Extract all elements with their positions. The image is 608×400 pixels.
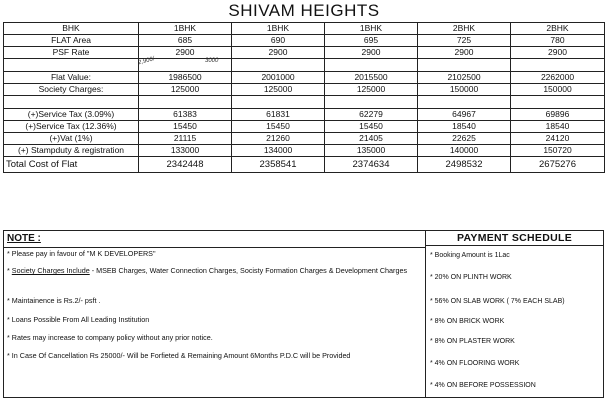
table-cell: 134000 <box>232 145 325 157</box>
table-cell: 21405 <box>325 133 418 145</box>
table-cell: 2001000 <box>232 72 325 84</box>
note-item: * Rates may increase to company policy without any prior notice. <box>7 333 213 342</box>
payment-item: * 8% ON PLASTER WORK <box>430 338 515 345</box>
handwritten-note: 3000 <box>205 58 219 64</box>
table-cell: 61831 <box>232 109 325 121</box>
header-cell: 1BHK <box>139 23 232 35</box>
table-cell: 2015500 <box>325 72 418 84</box>
table-cell: 2102500 <box>418 72 511 84</box>
table-row <box>4 121 605 133</box>
page-title: SHIVAM HEIGHTS <box>228 1 380 20</box>
table-cell: 62279 <box>325 109 418 121</box>
table-cell: 61383 <box>139 109 232 121</box>
table-cell: 150000 <box>511 84 605 96</box>
spacer-row <box>4 96 605 109</box>
table-cell: 2900 <box>232 47 325 59</box>
table-cell: 18540 <box>511 121 605 133</box>
note-text: - MSEB Charges, Water Connection Charges, Socisty Formation Charges & Development Charges <box>89 266 408 275</box>
table-cell: 2374634 <box>325 157 418 173</box>
table-row <box>4 72 605 84</box>
table-cell: 725 <box>418 35 511 47</box>
row-label: Total Cost of Flat <box>4 157 139 173</box>
row-label: (+)Vat (1%) <box>4 133 139 145</box>
table-cell: 125000 <box>325 84 418 96</box>
note-item: * Please pay in favour of "M K DEVELOPERS" <box>7 249 156 258</box>
header-cell: 2BHK <box>418 23 511 35</box>
table-row <box>4 84 605 96</box>
table-cell: 150720 <box>511 145 605 157</box>
table-cell: 150000 <box>418 84 511 96</box>
table-cell: 15450 <box>232 121 325 133</box>
table-cell: 2900 <box>511 47 605 59</box>
table-row <box>4 47 605 59</box>
table-cell: 15450 <box>325 121 418 133</box>
header-cell: 1BHK <box>232 23 325 35</box>
table-cell: 2262000 <box>511 72 605 84</box>
table-cell: 2342448 <box>139 157 232 173</box>
table-cell: 18540 <box>418 121 511 133</box>
header-cell: BHK <box>4 23 139 35</box>
table-cell: 2900 <box>139 47 232 59</box>
header-cell: 2BHK <box>511 23 605 35</box>
divider <box>4 247 425 248</box>
row-label: PSF Rate <box>4 47 139 59</box>
table-cell: 133000 <box>139 145 232 157</box>
row-label: (+)Service Tax (12.36%) <box>4 121 139 133</box>
payment-item: * 4% ON BEFORE POSSESSION <box>430 382 536 389</box>
table-header-row <box>4 23 605 35</box>
notes-panel <box>4 231 426 397</box>
row-label: (+)Service Tax (3.09%) <box>4 109 139 121</box>
payment-item: * 56% ON SLAB WORK ( 7% EACH SLAB) <box>430 298 565 305</box>
notes-section <box>3 230 604 398</box>
table-cell: 2498532 <box>418 157 511 173</box>
table-cell: 135000 <box>325 145 418 157</box>
row-label: Flat Value: <box>4 72 139 84</box>
table-cell: 15450 <box>139 121 232 133</box>
table-cell: 695 <box>325 35 418 47</box>
row-label: Society Charges: <box>4 84 139 96</box>
table-cell: 685 <box>139 35 232 47</box>
table-cell: 125000 <box>232 84 325 96</box>
row-label: (+) Stampduty & registration <box>4 145 139 157</box>
table-cell: 64967 <box>418 109 511 121</box>
table-cell: 2358541 <box>232 157 325 173</box>
note-item: * In Case Of Cancellation Rs 25000/- Will be Forfieted & Remaining Amount 6Months P.D.C will be Provided <box>7 351 351 360</box>
table-cell: 2675276 <box>511 157 605 173</box>
table-row <box>4 35 605 47</box>
payment-heading: PAYMENT SCHEDULE <box>426 231 603 246</box>
table-cell: 140000 <box>418 145 511 157</box>
notes-heading: NOTE : <box>7 233 41 244</box>
table-cell: 24120 <box>511 133 605 145</box>
payment-item: * 20% ON PLINTH WORK <box>430 274 512 281</box>
payment-item: * 4% ON FLOORING WORK <box>430 360 520 367</box>
table-cell: 2900 <box>418 47 511 59</box>
table-row <box>4 145 605 157</box>
payment-item: * 8% ON BRICK WORK <box>430 318 505 325</box>
table-cell: 2900 <box>325 47 418 59</box>
note-underlined: Society Charges Include <box>11 266 90 275</box>
table-cell: 690 <box>232 35 325 47</box>
handwritten-note: 2,900/- <box>137 55 158 67</box>
spacer-row <box>4 59 605 72</box>
table-cell: 21260 <box>232 133 325 145</box>
note-item: * Loans Possible From All Leading Institution <box>7 315 150 324</box>
cost-table <box>3 22 605 173</box>
total-row <box>4 157 605 173</box>
header-cell: 1BHK <box>325 23 418 35</box>
table-cell: 125000 <box>139 84 232 96</box>
note-item: * Maintainence is Rs.2/- psft . <box>7 296 101 305</box>
note-item <box>7 266 422 276</box>
table-row <box>4 133 605 145</box>
note-bullet: * <box>7 266 12 275</box>
table-cell: 780 <box>511 35 605 47</box>
table-cell: 22625 <box>418 133 511 145</box>
payment-panel <box>426 231 603 397</box>
table-cell: 1986500 <box>139 72 232 84</box>
payment-item: * Booking Amount is 1Lac <box>430 252 510 259</box>
table-row <box>4 109 605 121</box>
row-label: FLAT Area <box>4 35 139 47</box>
table-cell: 69896 <box>511 109 605 121</box>
table-cell: 21115 <box>139 133 232 145</box>
